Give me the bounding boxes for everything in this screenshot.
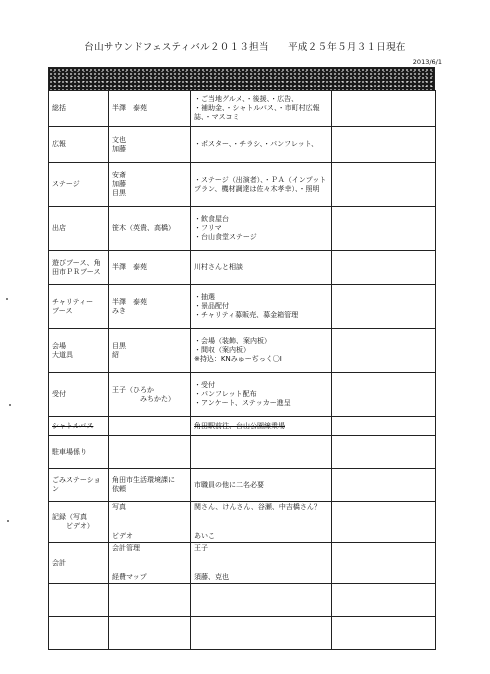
category-cell: 会計 (49, 543, 109, 584)
note-cell (332, 127, 436, 163)
table-row (49, 436, 436, 469)
note-cell (332, 329, 436, 373)
person-cell (109, 584, 191, 617)
category-cell: ステージ (49, 163, 109, 207)
person-cell: 半澤 泰苑 (109, 91, 191, 127)
assignment-table (48, 90, 436, 650)
note-cell (332, 163, 436, 207)
print-date: 2013/6/1 (412, 58, 442, 66)
note-cell (332, 543, 436, 584)
note-cell (332, 207, 436, 251)
task-cell (191, 617, 332, 650)
category-cell: ごみステーショ ン (49, 469, 109, 502)
table-row (49, 251, 436, 285)
table-row (49, 502, 436, 543)
table-row (49, 469, 436, 502)
task-cell: ・抽選 ・景品配付 ・チャリティ募販売、募金箱管理 (191, 285, 332, 329)
category-cell: チャリティー ブース (49, 285, 109, 329)
note-cell (332, 469, 436, 502)
person-cell (109, 617, 191, 650)
note-cell (332, 373, 436, 417)
person-cell: 会計管理 経費マップ (109, 543, 191, 584)
task-cell: ・飲食屋台 ・フリマ ・台山食堂ステージ (191, 207, 332, 251)
person-cell (109, 417, 191, 436)
note-cell (332, 584, 436, 617)
shaded-header-bar (48, 67, 435, 91)
category-cell: 駐車場係り (49, 436, 109, 469)
note-cell (332, 502, 436, 543)
person-cell: 写真 ビデオ (109, 502, 191, 543)
person-cell: 半澤 泰苑 みき (109, 285, 191, 329)
scan-speck (6, 298, 8, 300)
task-cell: 角田駅前往、台山公園線乗場 (191, 417, 332, 436)
table-row (49, 163, 436, 207)
category-cell: 総括 (49, 91, 109, 127)
category-cell: 遊びブース、角 田市ＰＲブース (49, 251, 109, 285)
note-cell (332, 617, 436, 650)
table-row (49, 417, 436, 436)
festival-title: 台山サウンドフェスティバル２０１３担当 (84, 42, 269, 53)
table-row (49, 329, 436, 373)
task-cell: ・受付 ・パンフレット配布 ・アンケート、ステッカー進呈 (191, 373, 332, 417)
note-cell (332, 251, 436, 285)
task-cell: 川村さんと相談 (191, 251, 332, 285)
person-cell (109, 436, 191, 469)
category-cell (49, 584, 109, 617)
table-row (49, 617, 436, 650)
person-cell: 笹木（英貴、高橋） (109, 207, 191, 251)
person-cell: 目黒 紹 (109, 329, 191, 373)
table-row (49, 207, 436, 251)
person-cell: 王子（ひろか みちかた） (109, 373, 191, 417)
scan-speck (7, 520, 9, 522)
category-cell: 出店 (49, 207, 109, 251)
note-cell (332, 417, 436, 436)
category-cell: 記録（写真 ビデオ） (49, 502, 109, 543)
note-cell (332, 91, 436, 127)
task-cell: ・ご当地グルメ、・後援、・広告、 ・補助金、・シャトルバス、・市町村広報 誌、・マスコミ (191, 91, 332, 127)
task-cell: ・ステージ（出演者）、・ＰＡ（インプット プラン、機材調達は佐々木孝幸）、・照明 (191, 163, 332, 207)
table-row (49, 543, 436, 584)
person-cell: 安斎 加藤 目黒 (109, 163, 191, 207)
table-row (49, 584, 436, 617)
category-cell: 会場 大道具 (49, 329, 109, 373)
category-cell: 広報 (49, 127, 109, 163)
person-cell: 半澤 泰苑 (109, 251, 191, 285)
category-cell (49, 617, 109, 650)
table-row (49, 373, 436, 417)
note-cell (332, 285, 436, 329)
person-cell: 角田市生活環境課に 依頼 (109, 469, 191, 502)
task-cell: ・ポスター、・チラシ、・パンフレット、 (191, 127, 332, 163)
task-cell: 関さん、けんさん、谷瀬、中吉橋さん？ あいこ (191, 502, 332, 543)
table-row (49, 127, 436, 163)
note-cell (332, 436, 436, 469)
person-cell: 文也 加藤 (109, 127, 191, 163)
scan-speck (9, 404, 11, 406)
document-title (0, 39, 490, 53)
task-cell: 市職員の他に二名必要 (191, 469, 332, 502)
task-cell (191, 436, 332, 469)
category-cell: シャトルバス (49, 417, 109, 436)
table-row (49, 91, 436, 127)
task-cell: 王子 須藤、克也 (191, 543, 332, 584)
task-cell: ・会場（装飾、案内板） ・間収（案内板） ※持込：KNみゅーぢっく〇I (191, 329, 332, 373)
category-cell: 受付 (49, 373, 109, 417)
table-row (49, 285, 436, 329)
as-of-date: 平成２５年５月３１日現在 (288, 42, 406, 53)
task-cell (191, 584, 332, 617)
